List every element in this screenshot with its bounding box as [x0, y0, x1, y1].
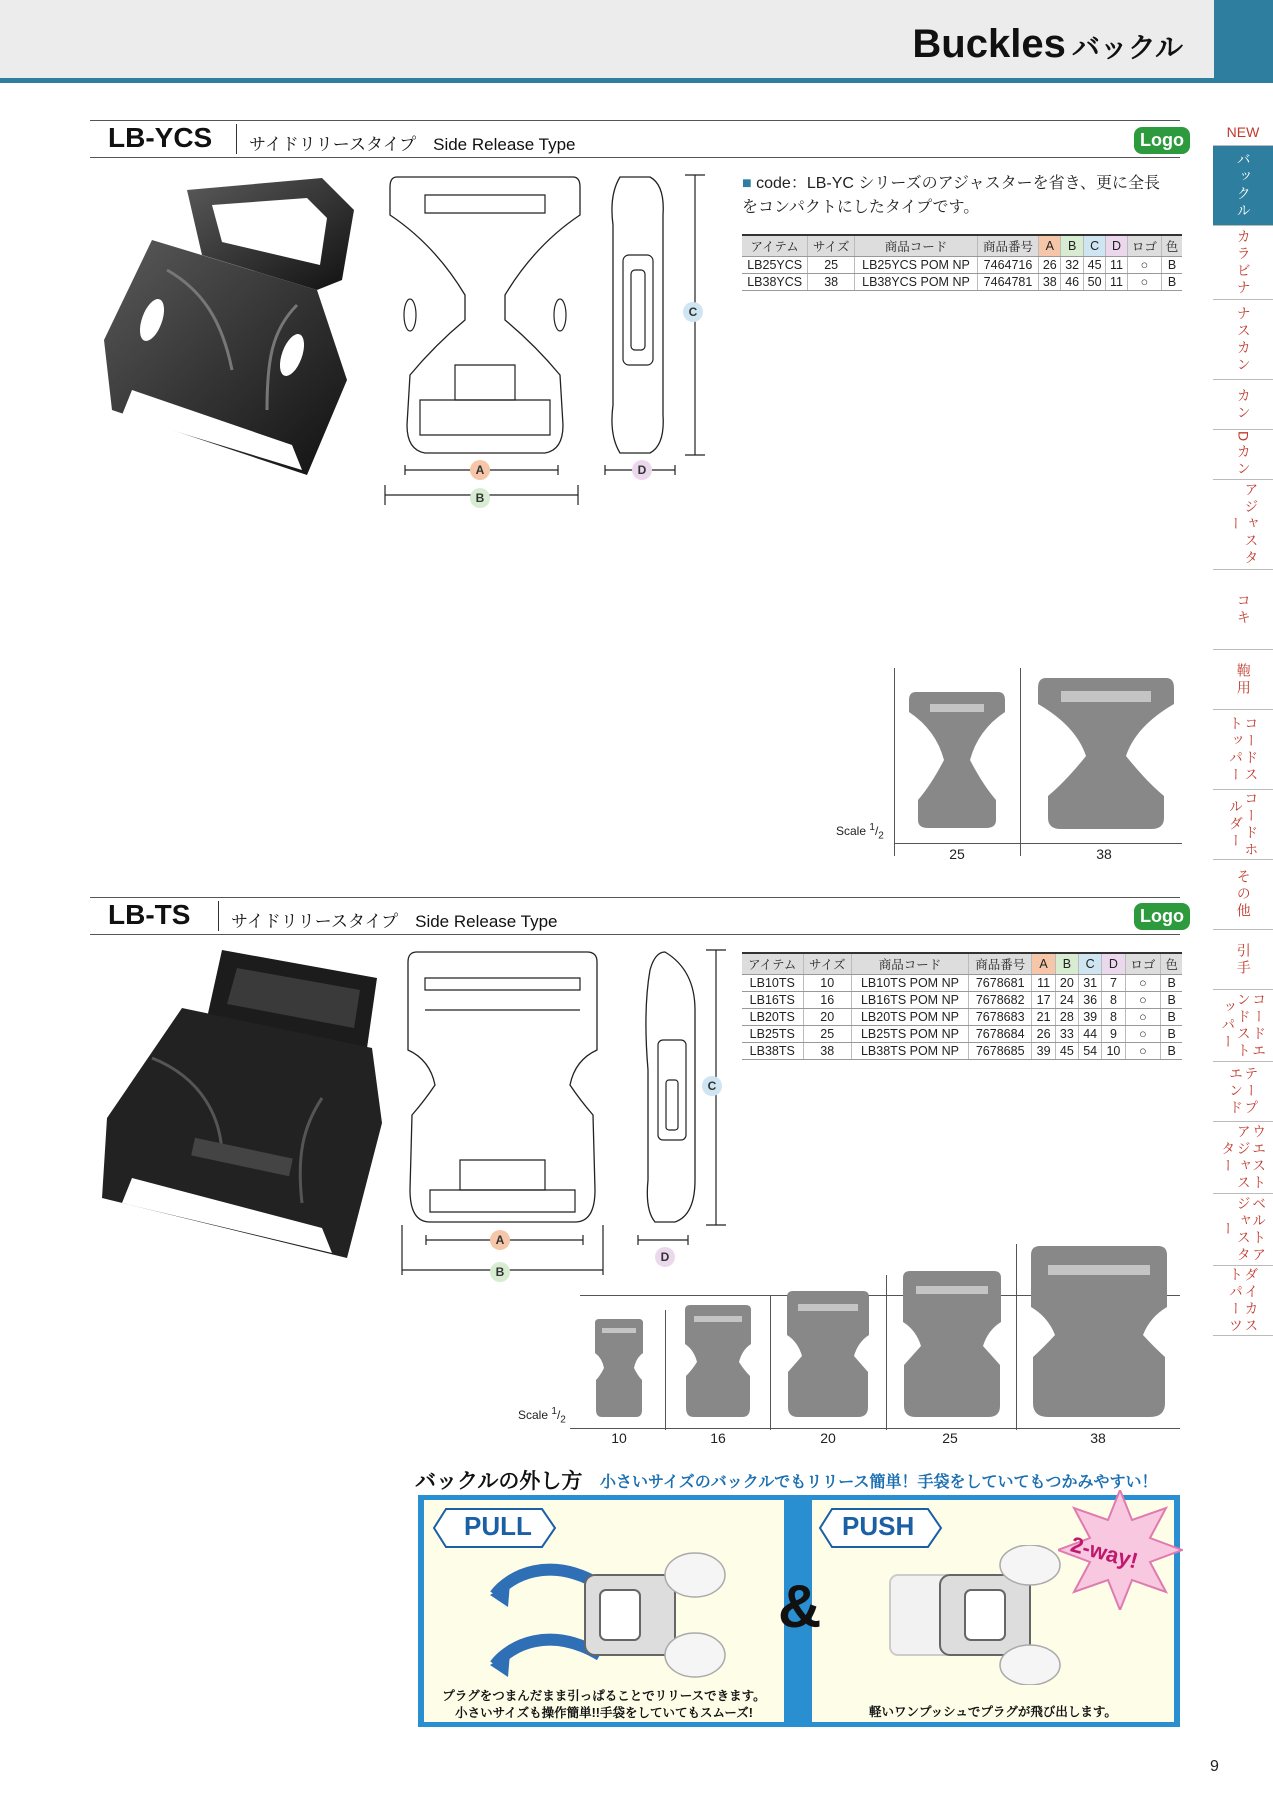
spec-table-ts [742, 952, 1182, 1060]
table-header-cell: A [1039, 235, 1061, 257]
nav-tab[interactable] [1213, 570, 1273, 650]
scale-silhouette-38 [1036, 676, 1176, 831]
section-divider [236, 124, 237, 154]
table-cell: ○ [1125, 992, 1161, 1009]
table-cell: LB25TS POM NP [852, 1026, 969, 1043]
table-cell: 39 [1032, 1043, 1055, 1060]
scale-silhouette-25 [908, 690, 1006, 830]
table-cell: LB16TS [742, 992, 803, 1009]
table-row [742, 1009, 1182, 1026]
nav-tab[interactable] [1213, 1266, 1273, 1336]
table-cell: ○ [1125, 1026, 1161, 1043]
scale-size-label: 10 [611, 1430, 627, 1446]
table-cell: ○ [1127, 274, 1161, 291]
table-cell: LB25TS [742, 1026, 803, 1043]
table-cell: 7678682 [968, 992, 1032, 1009]
scale-silhouette-25 [902, 1270, 1002, 1418]
header-rule [0, 78, 1214, 83]
section-top-rule [90, 897, 1180, 898]
nav-tab[interactable] [1213, 380, 1273, 430]
scale-size-label: 25 [949, 846, 965, 862]
nav-tab[interactable] [1213, 650, 1273, 710]
table-cell: 21 [1032, 1009, 1055, 1026]
dimension-label-d: D [632, 460, 652, 480]
nav-tab-label: ベルトアジャスター [1220, 1195, 1268, 1264]
table-cell: 26 [1039, 257, 1061, 274]
table-cell: LB20TS [742, 1009, 803, 1026]
table-cell: 8 [1102, 1009, 1125, 1026]
table-cell: 46 [1061, 274, 1083, 291]
scale-size-label: 16 [710, 1430, 726, 1446]
nav-tab-label: カン [1235, 387, 1252, 422]
buckle-photo-ycs [92, 170, 382, 490]
ampersand: & [778, 1573, 822, 1640]
table-cell: 7678684 [968, 1026, 1032, 1043]
table-cell: B [1162, 257, 1182, 274]
table-cell: LB10TS [742, 975, 803, 992]
nav-tab[interactable] [1213, 710, 1273, 790]
nav-tab-label: ナスカン [1235, 305, 1252, 374]
scale-label: Scale $^1/_2$ [836, 822, 884, 842]
scale-divider [886, 1275, 887, 1430]
table-header-cell: A [1032, 953, 1055, 975]
dimension-label-a: A [490, 1230, 510, 1250]
table-cell: 25 [808, 257, 855, 274]
table-cell: 31 [1079, 975, 1102, 992]
nav-tab-label: テープエンド [1228, 1066, 1260, 1117]
table-cell: ○ [1127, 257, 1161, 274]
table-row [742, 1026, 1182, 1043]
table-cell: 50 [1083, 274, 1105, 291]
spec-table-ycs [742, 234, 1182, 291]
nav-tab[interactable] [1213, 1122, 1273, 1194]
table-cell: ○ [1125, 1009, 1161, 1026]
nav-tab[interactable] [1213, 990, 1273, 1062]
table-cell: 10 [1102, 1043, 1125, 1060]
table-cell: 38 [1039, 274, 1061, 291]
table-header-cell: アイテム [742, 953, 803, 975]
table-cell: LB25YCS POM NP [854, 257, 977, 274]
nav-tab-label: 引手 [1235, 942, 1252, 977]
nav-tab-label: コキ [1235, 592, 1252, 627]
nav-tab[interactable] [1213, 1062, 1273, 1122]
table-header-cell: 商品コード [852, 953, 969, 975]
push-label: PUSH [842, 1511, 915, 1541]
table-cell: 7678685 [968, 1043, 1032, 1060]
table-header-cell: サイズ [808, 235, 855, 257]
scale-divider [665, 1310, 666, 1430]
nav-tab-label: コードホルダー [1228, 790, 1260, 859]
table-header-cell: 商品番号 [977, 235, 1038, 257]
scale-divider [1020, 668, 1021, 856]
table-cell: B [1162, 274, 1182, 291]
table-cell: 7678683 [968, 1009, 1032, 1026]
scale-divider [1016, 1244, 1017, 1430]
push-caption: 軽いワンプッシュでプラグが飛び出します。 [869, 1705, 1117, 1719]
pull-illustration [490, 1545, 730, 1685]
nav-tab[interactable] [1213, 120, 1273, 146]
table-cell: 10 [803, 975, 851, 992]
scale-size-label: 20 [820, 1430, 836, 1446]
table-cell: 38 [808, 274, 855, 291]
pull-label: PULL [464, 1511, 532, 1541]
table-header-cell: D [1102, 953, 1125, 975]
nav-tab-label: ダイカストパーツ [1228, 1266, 1260, 1335]
table-cell: LB10TS POM NP [852, 975, 969, 992]
nav-tab[interactable] [1213, 1194, 1273, 1266]
table-cell: 7464716 [977, 257, 1038, 274]
table-cell: 25 [803, 1026, 851, 1043]
table-row [742, 992, 1182, 1009]
table-cell: B [1161, 1026, 1182, 1043]
table-header-cell: C [1083, 235, 1105, 257]
section-subtitle-ts: サイドリリースタイプ Side Release Type [231, 912, 558, 931]
table-header-cell: アイテム [742, 235, 808, 257]
table-cell: 7678681 [968, 975, 1032, 992]
section-bottom-rule [90, 934, 1180, 935]
scale-size-label: 25 [942, 1430, 958, 1446]
table-cell: 39 [1079, 1009, 1102, 1026]
nav-tab[interactable] [1213, 790, 1273, 860]
table-cell: LB25YCS [742, 257, 808, 274]
nav-tab[interactable] [1213, 480, 1273, 570]
nav-tab-label: ウエストアジャスター [1220, 1123, 1268, 1192]
table-header-cell: ロゴ [1127, 235, 1161, 257]
section-bottom-rule [90, 157, 1180, 158]
page-title: Buckles バックル [912, 22, 1183, 66]
scale-silhouette-20 [786, 1290, 870, 1418]
release-title: バックルの外し方 [415, 1470, 583, 1493]
table-cell: 33 [1055, 1026, 1078, 1043]
section-top-rule [90, 120, 1180, 121]
nav-tab-label: 鞄用 [1235, 662, 1252, 697]
table-cell: 28 [1055, 1009, 1078, 1026]
table-row [742, 257, 1182, 274]
table-cell: 20 [1055, 975, 1078, 992]
nav-tab-label: コードストッパー [1228, 715, 1260, 784]
nav-tab-label: NEW [1226, 123, 1260, 140]
table-cell: LB38TS [742, 1043, 803, 1060]
table-cell: 38 [803, 1043, 851, 1060]
table-cell: 45 [1083, 257, 1105, 274]
table-header-cell: B [1061, 235, 1083, 257]
nav-tab-label: カラビナ [1235, 228, 1252, 297]
table-cell: 32 [1061, 257, 1083, 274]
table-cell: B [1161, 1009, 1182, 1026]
table-cell: 11 [1032, 975, 1055, 992]
table-cell: 26 [1032, 1026, 1055, 1043]
table-cell: 7 [1102, 975, 1125, 992]
logo-badge: Logo [1134, 127, 1190, 154]
scale-size-label: 38 [1090, 1430, 1106, 1446]
nav-tab-label: アジャスター [1228, 482, 1260, 567]
table-cell: 20 [803, 1009, 851, 1026]
table-cell: LB38YCS POM NP [854, 274, 977, 291]
nav-tab-label: コードエンドストッパー [1220, 991, 1268, 1060]
table-cell: 11 [1106, 274, 1127, 291]
table-cell: 24 [1055, 992, 1078, 1009]
scale-divider [894, 668, 895, 856]
table-row [742, 975, 1182, 992]
table-header-cell: ロゴ [1125, 953, 1161, 975]
scale-label: Scale $^1/_2$ [518, 1406, 566, 1426]
table-header-cell: 色 [1162, 235, 1182, 257]
push-illustration [870, 1545, 1070, 1685]
table-cell: LB38YCS [742, 274, 808, 291]
two-way-label: 2-way! [1068, 1531, 1141, 1574]
nav-tab[interactable] [1213, 430, 1273, 480]
table-cell: ○ [1125, 1043, 1161, 1060]
table-cell: LB38TS POM NP [852, 1043, 969, 1060]
table-row [742, 1043, 1182, 1060]
nav-tab[interactable] [1213, 930, 1273, 990]
dimension-label-d: D [655, 1247, 675, 1267]
table-cell: 11 [1106, 257, 1127, 274]
table-row [742, 274, 1182, 291]
dimension-label-b: B [470, 488, 490, 508]
nav-tab-label: その他 [1235, 869, 1252, 920]
scale-silhouette-10 [594, 1318, 644, 1418]
table-cell: 16 [803, 992, 851, 1009]
nav-tab[interactable] [1213, 226, 1273, 300]
section-subtitle-ycs: サイドリリースタイプ Side Release Type [249, 135, 576, 154]
scale-divider [770, 1296, 771, 1430]
pull-caption: プラグをつまんだまま引っぱることでリリースできます。 小さいサイズも操作簡単!!手袋をしていてもスムーズ! [442, 1689, 766, 1720]
dimension-label-c: C [702, 1076, 722, 1096]
scale-silhouette-16 [684, 1304, 752, 1418]
table-cell: 54 [1079, 1043, 1102, 1060]
dimension-label-a: A [470, 460, 490, 480]
scale-size-label: 38 [1096, 846, 1112, 862]
nav-tab-label: バックル [1235, 151, 1252, 220]
table-cell: 9 [1102, 1026, 1125, 1043]
nav-tab-label: Dカン [1235, 430, 1252, 479]
table-cell: ○ [1125, 975, 1161, 992]
dimension-label-b: B [490, 1262, 510, 1282]
table-cell: 45 [1055, 1043, 1078, 1060]
buckle-photo-ts [92, 948, 387, 1278]
page-number: 9 [1210, 1758, 1219, 1775]
table-header-cell: 色 [1161, 953, 1182, 975]
logo-badge: Logo [1134, 903, 1190, 930]
dimension-label-c: C [683, 302, 703, 322]
nav-tab[interactable] [1213, 860, 1273, 930]
table-cell: B [1161, 992, 1182, 1009]
scale-baseline [894, 843, 1182, 844]
table-header-cell: 商品番号 [968, 953, 1032, 975]
product-description-ycs: ■ code：LB-YC シリーズのアジャスターを省き、更に全長をコンパクトにしたタイプです。 [742, 175, 1160, 216]
nav-tab[interactable] [1213, 300, 1273, 380]
dimension-lines-ts [398, 945, 728, 1280]
section-code-ts: LB-TS [108, 899, 191, 930]
table-header-cell: C [1079, 953, 1102, 975]
table-cell: LB20TS POM NP [852, 1009, 969, 1026]
table-header-cell: 商品コード [854, 235, 977, 257]
table-cell: B [1161, 1043, 1182, 1060]
table-header-cell: サイズ [803, 953, 851, 975]
table-cell: 44 [1079, 1026, 1102, 1043]
table-header-cell: B [1055, 953, 1078, 975]
header-corner-tab [1214, 0, 1273, 83]
scale-silhouette-38 [1030, 1245, 1168, 1418]
table-header-cell: D [1106, 235, 1127, 257]
table-cell: B [1161, 975, 1182, 992]
release-subtitle: 小さいサイズのバックルでもリリース簡単！手袋をしていてもつかみやすい！ [600, 1474, 1158, 1491]
scale-baseline [570, 1428, 1180, 1429]
table-cell: 36 [1079, 992, 1102, 1009]
table-cell: LB16TS POM NP [852, 992, 969, 1009]
table-cell: 7464781 [977, 274, 1038, 291]
table-cell: 8 [1102, 992, 1125, 1009]
dimension-lines-ycs [380, 170, 710, 510]
section-divider [218, 901, 219, 931]
section-code-ycs: LB-YCS [108, 122, 213, 153]
table-cell: 17 [1032, 992, 1055, 1009]
nav-tab[interactable] [1213, 146, 1273, 226]
